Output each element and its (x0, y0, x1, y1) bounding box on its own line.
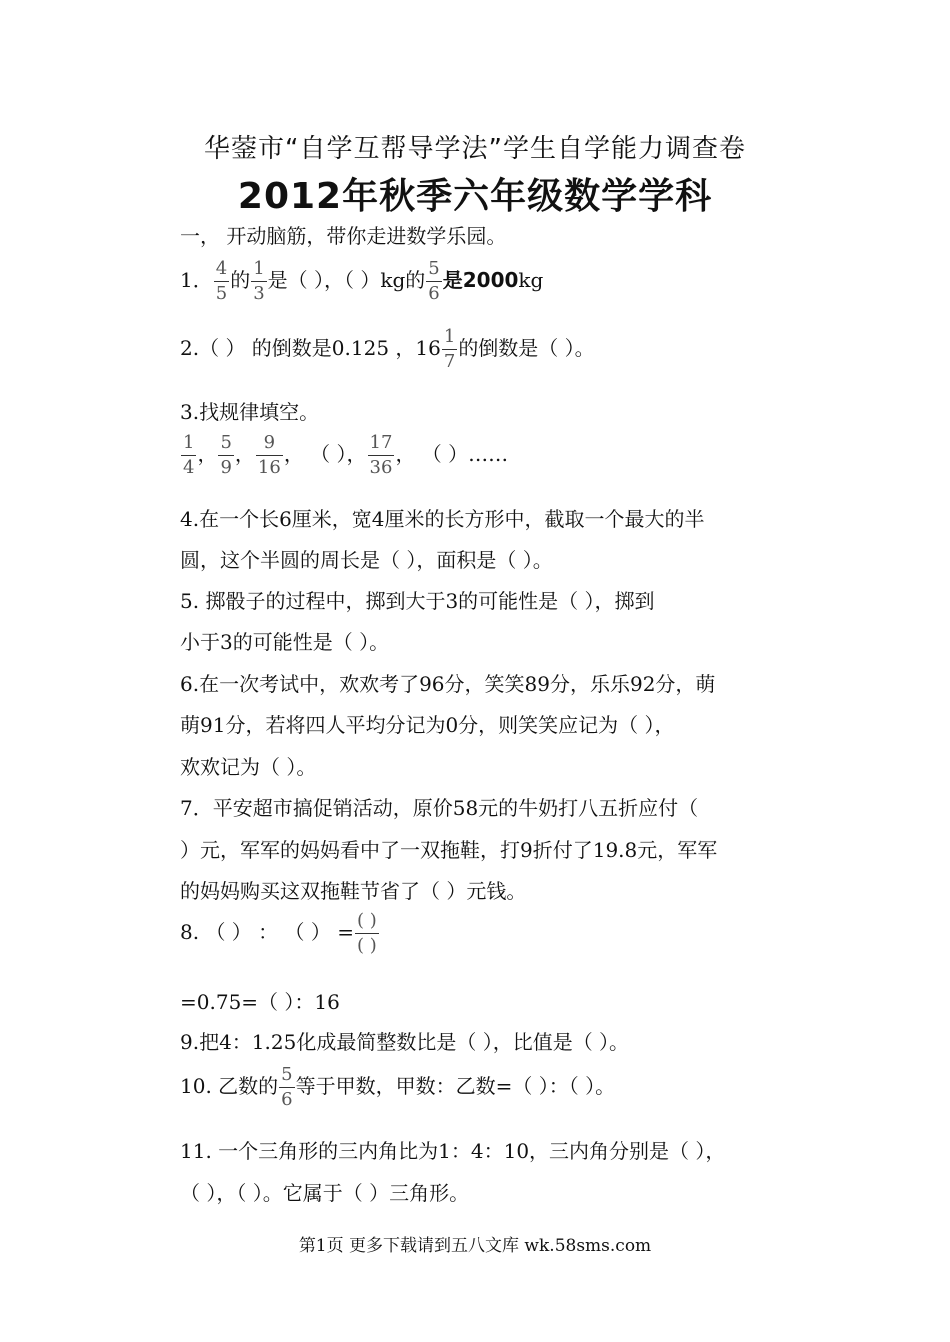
q8-text: 8. （ ） ： （ ） = (180, 920, 354, 944)
question-7-line3: 的妈妈购买这双拖鞋节省了（ ）元钱。 (180, 879, 527, 903)
question-1 (180, 260, 543, 303)
fraction-1-3: $\frac{1}{3}$ (253, 258, 265, 304)
section-heading: 一， 开动脑筋，带你走进数学乐园。 (180, 224, 507, 248)
q10-text: 10. 乙数的 (180, 1074, 279, 1098)
question-6-line3: 欢欢记为（ ）。 (180, 755, 317, 779)
question-10 (180, 1066, 615, 1109)
question-11-line2: （ ），（ ）。它属于（ ）三角形。 (180, 1181, 470, 1205)
question-7-line1: 7．平安超市搞促销活动，原价58元的牛奶打八五折应付（ (180, 796, 699, 820)
blank-ellipsis: ， （ ）…… (395, 442, 509, 466)
q10-text-2: 等于甲数，甲数：乙数=（ ）：（ ）。 (295, 1074, 616, 1098)
question-5-line2: 小于3的可能性是（ ）。 (180, 630, 390, 654)
fraction-1-4: $\frac{1}{4}$ (183, 432, 195, 478)
subject-title: 2012年秋季六年级数学学科 (237, 176, 713, 217)
fraction-4-5: $\frac{4}{5}$ (215, 258, 228, 304)
question-7-line2: ）元，军军的妈妈看中了一双拖鞋，打9折付了19.8元，军军 (180, 838, 718, 862)
fraction-5-6: $\frac{5}{6}$ (428, 258, 440, 304)
q2-text-2: 的倒数是（ ）。 (458, 336, 595, 360)
q1-text-de: 的 (230, 268, 251, 292)
question-8-line1 (180, 912, 380, 955)
page-footer: 第1页 更多下载请到五八文库 wk.58sms.com (298, 1236, 652, 1256)
question-3-sequence (180, 434, 508, 477)
fraction-blank: $\frac{( )}{( )}$ (356, 910, 377, 956)
q2-text: 2.（ ） 的倒数是0.125 ，16 (180, 336, 441, 360)
sep: ， (234, 442, 255, 466)
q1-text-2000: 是2000 (442, 268, 519, 292)
question-3: 3.找规律填空。 (180, 400, 320, 424)
fraction-1-7: $\frac{1}{7}$ (443, 326, 456, 372)
fraction-5-9: $\frac{5}{9}$ (220, 432, 232, 478)
fraction-17-36: $\frac{17}{36}$ (369, 432, 393, 478)
question-6-line1: 6.在一次考试中，欢欢考了96分，笑笑89分，乐乐92分，萌 (180, 672, 716, 696)
question-4-line1: 4.在一个长6厘米，宽4厘米的长方形中，截取一个最大的半 (180, 507, 705, 531)
question-8-line2: =0.75=（ ）：16 (180, 990, 340, 1014)
q1-unit: kg (518, 268, 544, 292)
q1-text: 是（ ），（ ）kg的 (267, 268, 426, 292)
header-title: 华蓥市“自学互帮导学法”学生自学能力调查卷 (204, 134, 746, 164)
fraction-5-6: $\frac{5}{6}$ (281, 1064, 293, 1110)
sep: ， (197, 442, 218, 466)
fraction-9-16: $\frac{9}{16}$ (257, 432, 281, 478)
question-2 (180, 328, 595, 371)
blank: ， （ ）， (283, 442, 367, 466)
question-5-line1: 5. 掷骰子的过程中，掷到大于3的可能性是（ ），掷到 (180, 589, 655, 613)
question-6-line2: 萌91分，若将四人平均分记为0分，则笑笑应记为（ ）， (180, 713, 675, 737)
question-9: 9.把4：1.25化成最简整数比是（ ），比值是（ ）。 (180, 1030, 630, 1054)
q1-number: 1． (180, 268, 213, 292)
question-11-line1: 11. 一个三角形的三内角比为1：4：10，三内角分别是（ ）， (180, 1139, 726, 1163)
question-4-line2: 圆，这个半圆的周长是（ ），面积是（ ）。 (180, 548, 553, 572)
